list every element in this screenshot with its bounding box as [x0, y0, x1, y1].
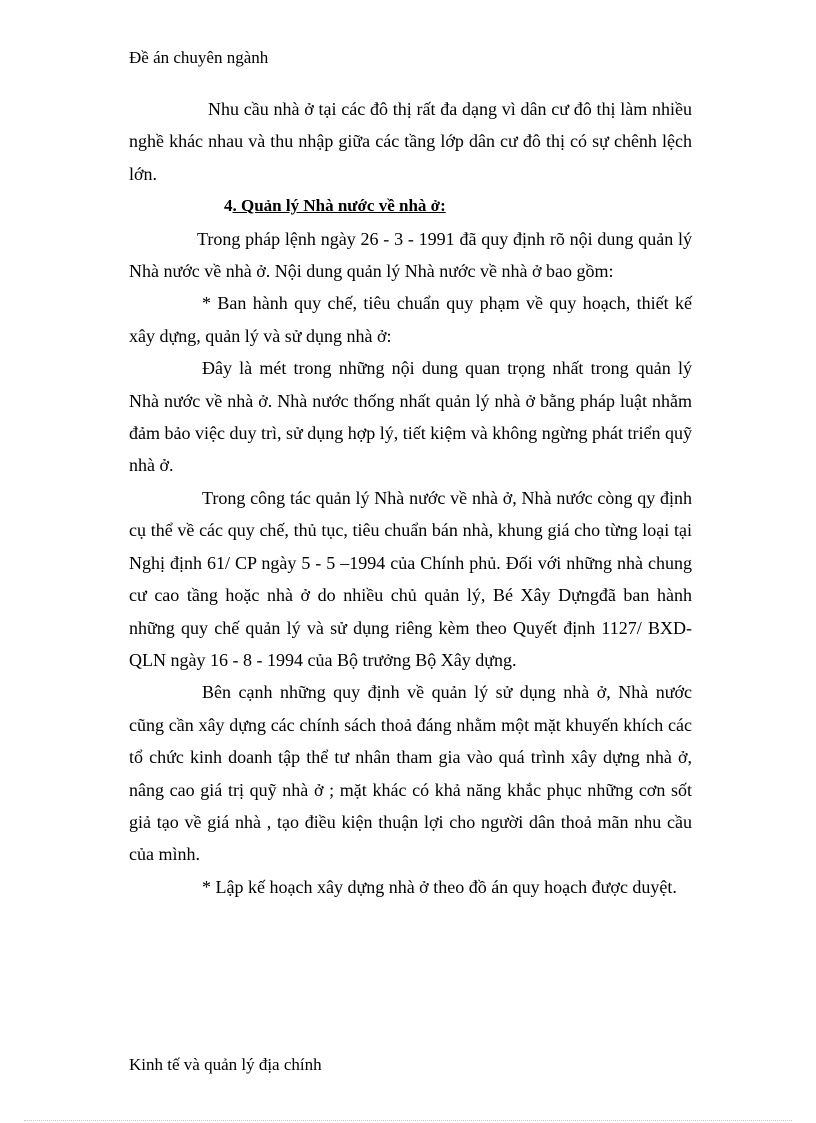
section-title: . Quản lý Nhà nước về nhà ở:: [232, 196, 446, 216]
section-heading: [129, 190, 692, 222]
page-bottom-divider: [24, 1120, 792, 1121]
page-footer: Kinh tế và quản lý địa chính: [129, 1055, 322, 1074]
paragraph-important-content: Đây là mét trong những nội dung quan trọng nhất trong quản lý Nhà nước về nhà ở. Nhà nước thống nhất quản lý nhà ở bằng pháp luật nhằm đảm bảo việc duy trì, sử dụng hợp lý, tiết kiệm và không ngừng phát triển quỹ nhà ở.: [129, 358, 692, 476]
paragraph-housing-demand: Nhu cầu nhà ở tại các đô thị rất đa dạng vì dân cư đô thị làm nhiều nghề khác nhau và thu nhập giữa các tầng lớp dân cư đô thị có sự chênh lệch lớn.: [129, 99, 692, 184]
paragraph-policies: Bên cạnh những quy định về quản lý sử dụng nhà ở, Nhà nước cũng cần xây dựng các chính sách thoả đáng nhằm một mặt khuyến khích các tổ chức kinh doanh tập thể tư nhân tham gia vào quá trình xây dựng nhà ở, nâng cao giá trị quỹ nhà ở ; mặt khác có khả năng khắc phục những cơn sốt giả tạo về giá nhà , tạo điều kiện thuận lợi cho người dân thoả mãn nhu cầu của mình.: [129, 682, 692, 865]
section-number: 4: [224, 196, 233, 216]
document-body: [129, 93, 692, 903]
page-header: Đề án chuyên ngành: [129, 48, 269, 67]
paragraph-management-work: Trong công tác quản lý Nhà nước về nhà ở, Nhà nước còng qy định cụ thể về các quy chế, thủ tục, tiêu chuẩn bán nhà, khung giá cho từng loại tại Nghị định 61/ CP ngày 5 - 5 –1994 của Chính phủ. Đối với những nhà chung cư cao tầng hoặc nhà ở do nhiều chủ quản lý, Bé Xây Dựngđã ban hành những quy chế quản lý và sử dụng riêng kèm theo Quyết định 1127/ BXD-QLN ngày 16 - 8 - 1994 của Bộ trưởng Bộ Xây dựng.: [129, 487, 692, 670]
paragraph-ordinance: Trong pháp lệnh ngày 26 - 3 - 1991 đã quy định rõ nội dung quản lý Nhà nước về nhà ở. Nội dung quản lý Nhà nước về nhà ở bao gồm:: [129, 228, 692, 282]
paragraph-bullet-planning: * Lập kế hoạch xây dựng nhà ở theo đồ án quy hoạch được duyệt.: [202, 876, 677, 897]
paragraph-bullet-regulations: * Ban hành quy chế, tiêu chuẩn quy phạm về quy hoạch, thiết kế xây dựng, quản lý và sử dụng nhà ở:: [129, 293, 692, 346]
